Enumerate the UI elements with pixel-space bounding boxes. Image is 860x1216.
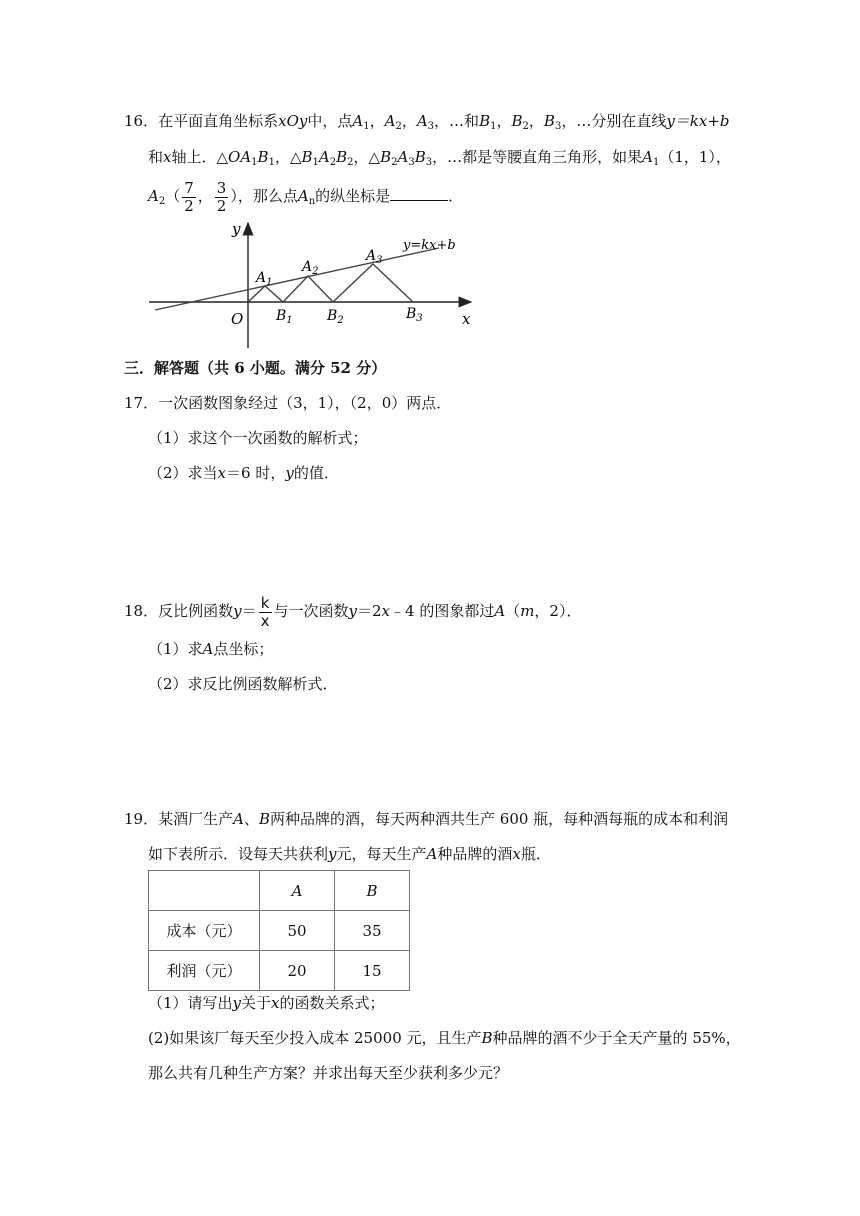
label-B3: $B_3$	[406, 306, 423, 324]
table-cell: 成本（元）	[149, 911, 260, 951]
line-label: y=kx+b	[403, 238, 456, 253]
q16-number: 16．	[124, 112, 159, 130]
q19-number: 19．	[124, 810, 159, 828]
origin-label: O	[231, 310, 244, 328]
q16-line-3: $A_2$（ $\frac{7}{2}$ ， $\frac{3}{2}$ ），那么点$A_n$的纵坐标是 ．	[148, 178, 464, 215]
q17-number: 17．	[124, 394, 159, 412]
q19-part-2: (2)如果该厂每天至少投入成本 25000 元，且生产B种品牌的酒不少于全天产量的 55%，	[148, 1029, 741, 1047]
q19-line-1: 19．某酒厂生产A、B两种品牌的酒，每天两种酒共生产 600 瓶，每种酒每瓶的成本和利润	[124, 810, 729, 828]
table-cell: 50	[260, 911, 335, 951]
table-cell: 15	[335, 951, 410, 991]
fraction-7-2: $\frac{7}{2}$	[184, 178, 194, 215]
x-axis-label: x	[462, 310, 471, 328]
q19-part-1: （1）请写出y关于x的函数关系式；	[148, 994, 385, 1012]
label-A3: $A_3$	[366, 248, 383, 266]
table-header-cell: B	[335, 871, 410, 911]
fraction-k-x: $\frac{k}{x}$	[260, 593, 270, 630]
q16-line-2: 和x轴上．$\triangle OA_1B_1$，$\triangle B_1A_2B_2$，$\triangle B_2A_3B_3$，…都是等腰直角三角形，如果$A_1(1$，1），	[148, 148, 731, 168]
q18-part-2: （2）求反比例函数解析式．	[148, 675, 338, 693]
table-cell: 利润（元）	[149, 951, 260, 991]
q19-part-2-continued: 那么共有几种生产方案？并求出每天至少获利多少元？	[148, 1064, 509, 1082]
q16-figure	[145, 220, 485, 350]
triangle-path	[248, 264, 413, 302]
table-row	[149, 951, 410, 991]
label-A2: $A_2$	[302, 259, 319, 277]
table-cell: 35	[335, 911, 410, 951]
q17-part-1: （1）求这个一次函数的解析式；	[148, 429, 368, 447]
q17-line-1: 17．一次函数图象经过（3，1），（2，0）两点．	[124, 394, 452, 412]
cost-profit-table	[148, 870, 410, 991]
answer-blank	[390, 186, 448, 201]
section-title: 三．解答题（共 6 小题。满分 52 分）	[124, 359, 387, 377]
label-A1: $A_1$	[256, 270, 273, 288]
q17-part-2: （2）求当x＝6 时，y的值．	[148, 464, 339, 482]
fraction-3-2: $\frac{3}{2}$	[216, 178, 227, 215]
label-B1: $B_1$	[276, 308, 293, 326]
table-header-cell	[149, 871, 260, 911]
q16-line-1: 16．在平面直角坐标系xOy中，点$A_1$，$A_2$，$A_3$，…和$B_1$，$B_2$，$B_3$，…分别在直线y＝kx+b	[124, 112, 730, 132]
q18-number: 18．	[124, 602, 159, 620]
line-kx-b	[155, 248, 439, 310]
q19-line-2: 如下表所示．设每天共获利y元，每天生产A种品牌的酒x瓶．	[148, 845, 551, 863]
y-axis-label: y	[232, 220, 241, 238]
table-row	[149, 911, 410, 951]
table-header-cell: A	[260, 871, 335, 911]
table-cell: 20	[260, 951, 335, 991]
label-B2: $B_2$	[327, 308, 344, 326]
q18-part-1: （1）求A点坐标；	[148, 640, 274, 658]
table-header-row	[149, 871, 410, 911]
q18-line-1: 18．反比例函数y＝ $\frac{k}{x}$ 与一次函数y＝2x﹣4 的图象都过A（m，2）．	[124, 593, 582, 630]
